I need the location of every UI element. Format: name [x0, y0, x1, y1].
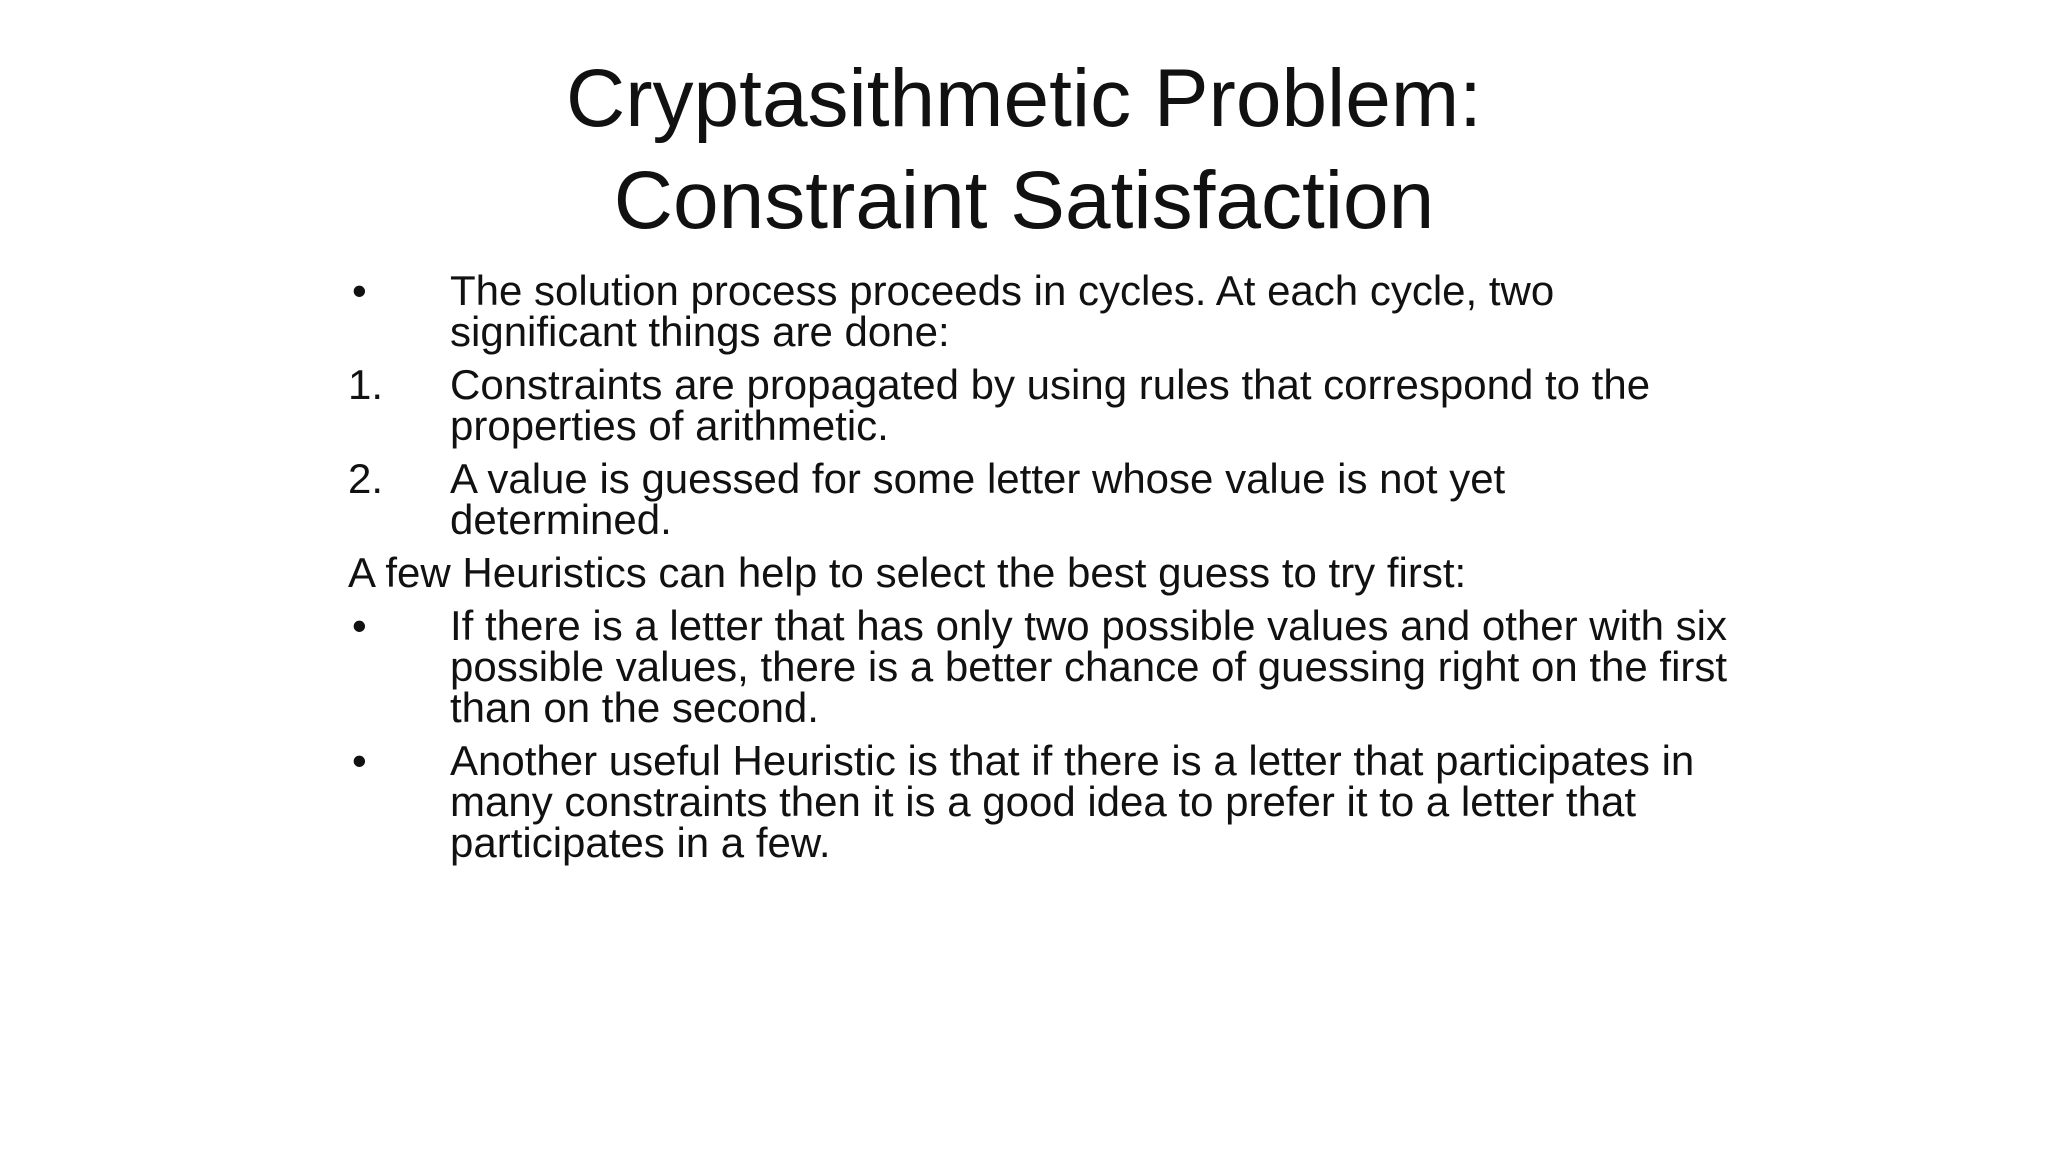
- heuristic-bullet-marker-2: •: [352, 737, 367, 784]
- numbered-item-text-1: Constraints are propagated by using rules that correspond to the properties of arithmetic.: [450, 361, 1651, 449]
- slide-title: [0, 48, 2048, 252]
- numbered-item-2: [348, 455, 1728, 543]
- heuristic-bullet-text-1: If there is a letter that has only two possible values and other with six possible values, there is a better chance of guessing right on the first than on the second.: [450, 602, 1728, 731]
- heuristics-intro: A few Heuristics can help to select the best guess to try first:: [348, 549, 1467, 596]
- slide-content: [348, 267, 1728, 875]
- number-marker-1: 1.: [348, 361, 384, 408]
- title-line-1: Cryptasithmetic Problem:: [566, 53, 1482, 144]
- title-line-2: Constraint Satisfaction: [613, 155, 1435, 246]
- bullet-text: The solution process proceeds in cycles. At each cycle, two significant things are done:: [450, 267, 1555, 355]
- bullet-cycle-process: [348, 267, 1728, 355]
- heuristic-bullet-text-2: Another useful Heuristic is that if there is a letter that participates in many constraints then it is a good idea to prefer it to a letter that participates in a few.: [450, 737, 1695, 866]
- numbered-item-1: [348, 361, 1728, 449]
- numbered-item-text-2: A value is guessed for some letter whose value is not yet determined.: [450, 455, 1506, 543]
- heuristic-bullet-2: [348, 737, 1728, 866]
- bullet-marker: •: [352, 267, 367, 314]
- heuristic-bullet-marker-1: •: [352, 602, 367, 649]
- heuristic-bullet-1: [348, 602, 1728, 731]
- number-marker-2: 2.: [348, 455, 384, 502]
